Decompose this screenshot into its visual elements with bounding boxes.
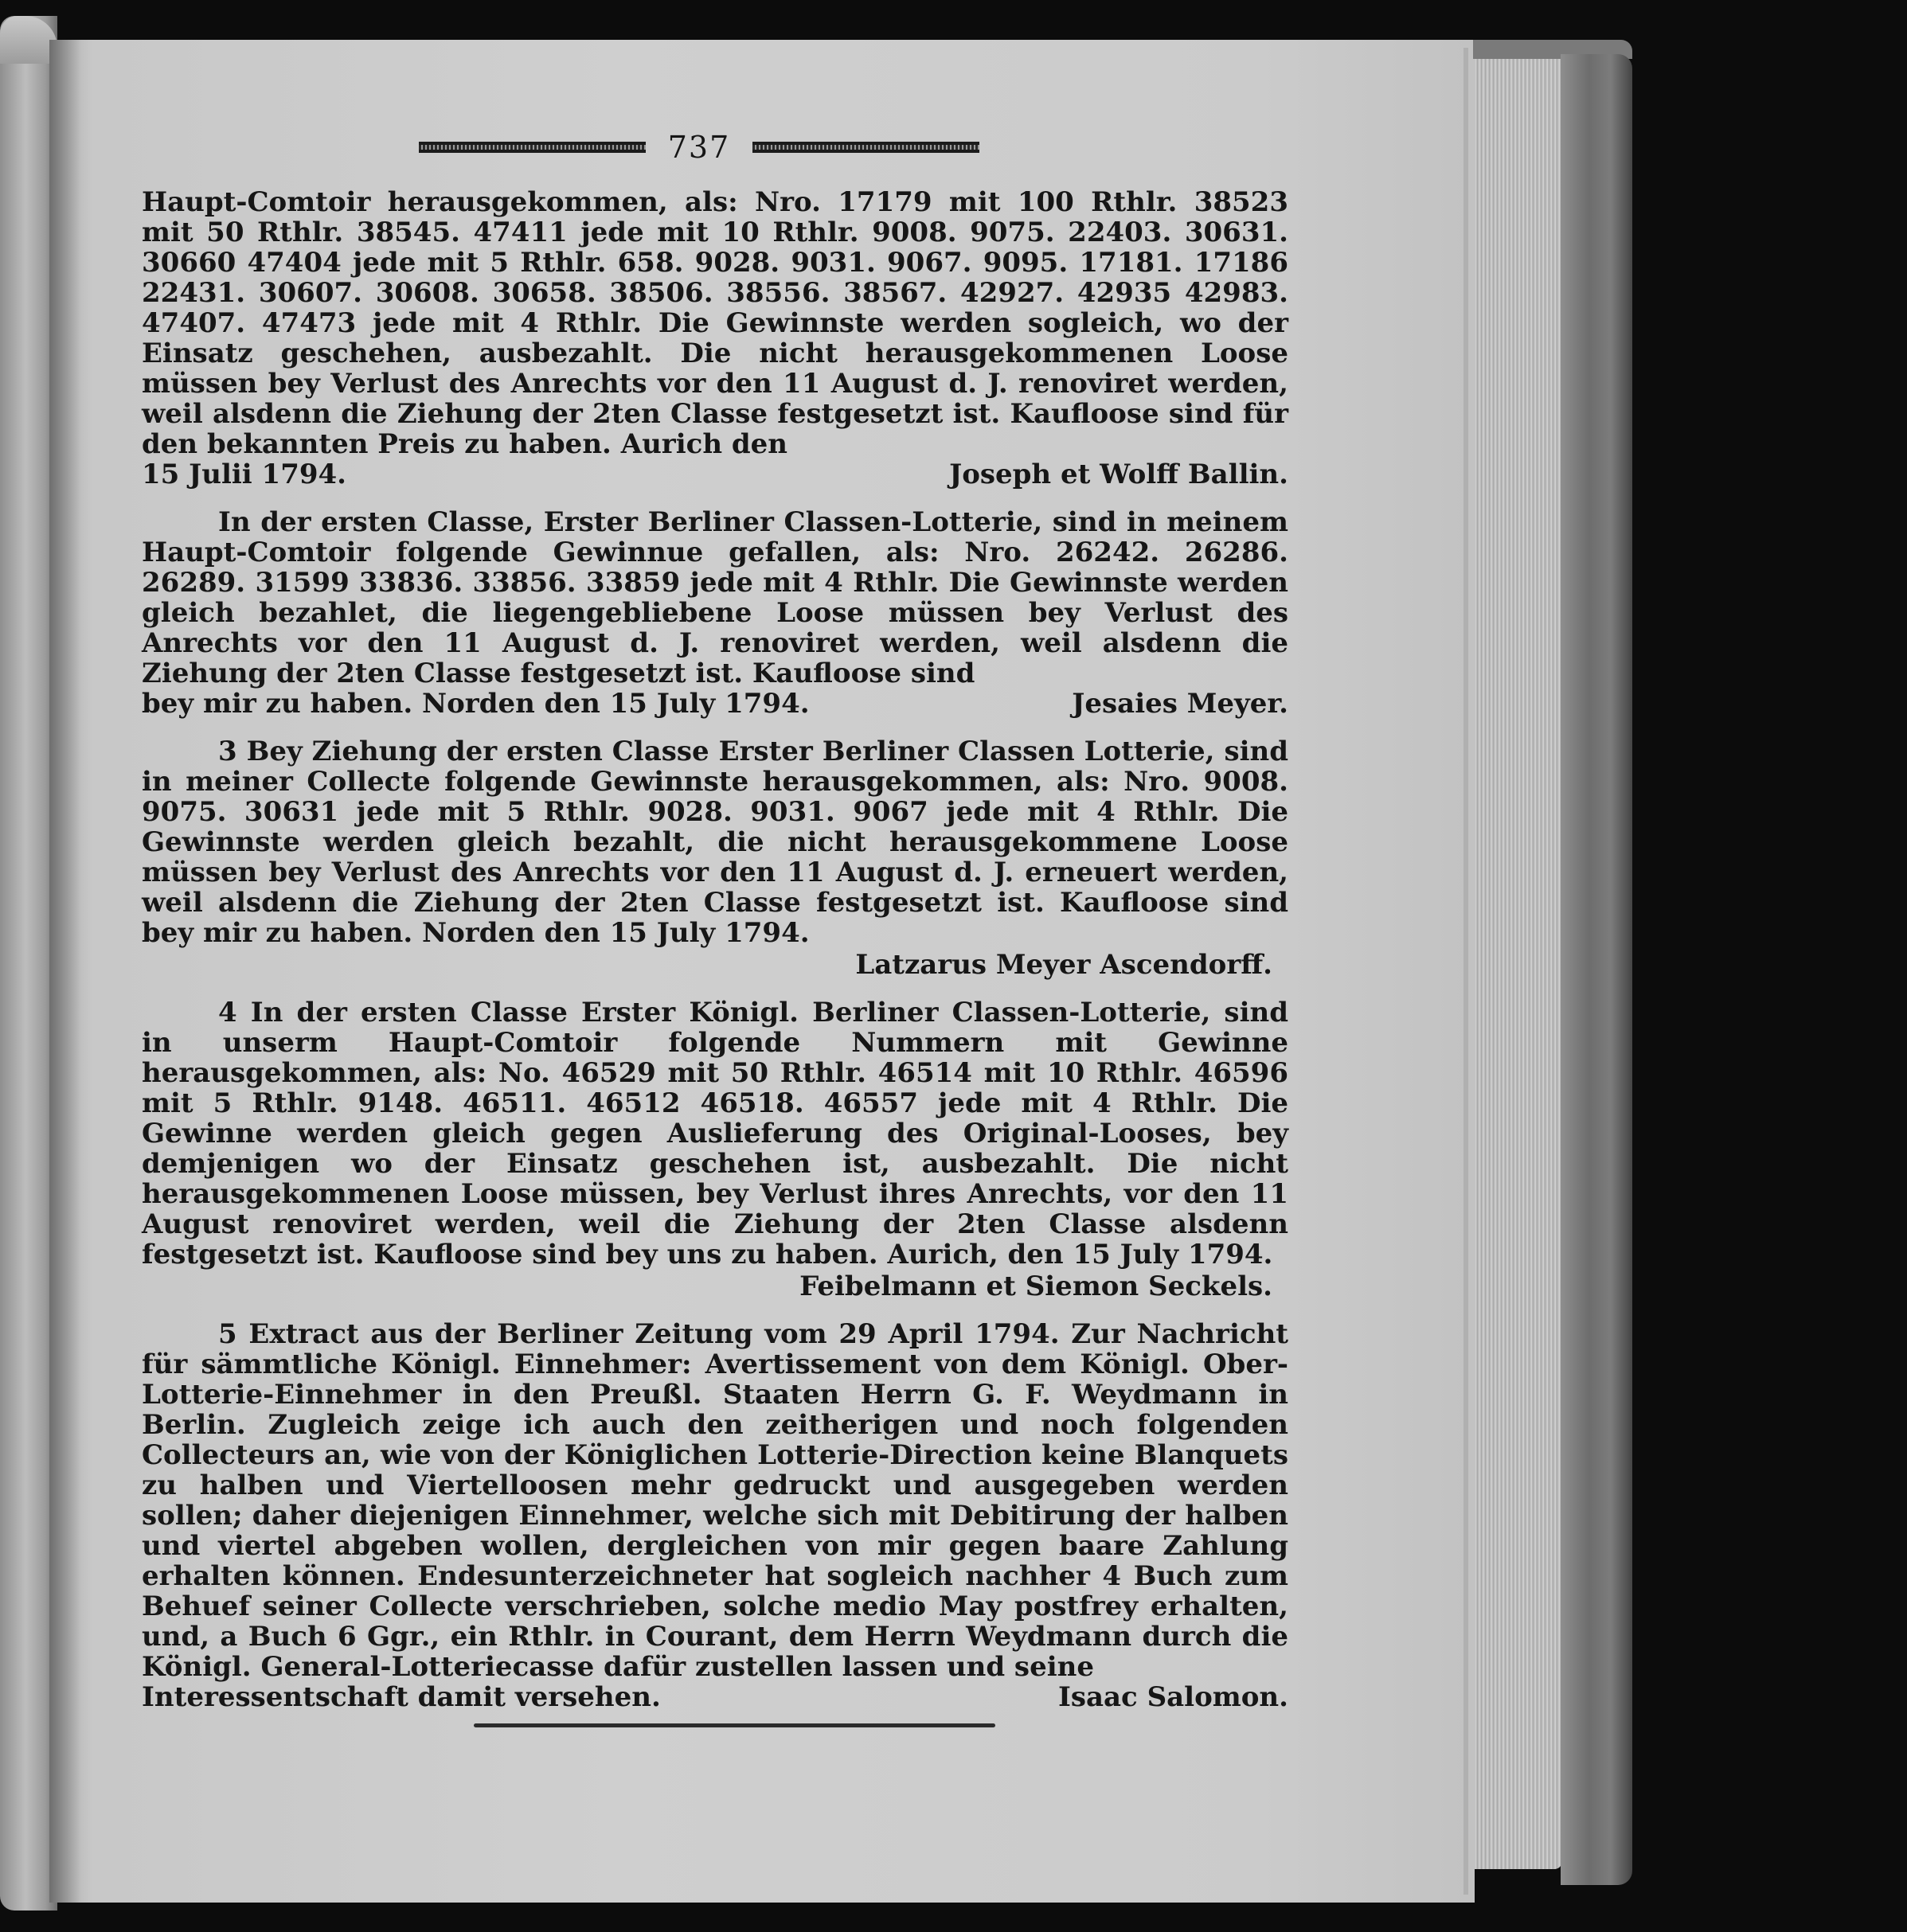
notice-2 [142,507,1288,719]
notice-5 [142,1319,1288,1712]
notice-4 [142,997,1288,1302]
end-rule [474,1723,995,1727]
right-cover [1561,54,1632,1885]
notice-2-signature: Jesaies Meyer. [1072,688,1288,720]
page-fold [1463,48,1468,1895]
notice-1-signature: Joseph et Wolff Ballin. [949,459,1288,490]
notice-1-body: Haupt-Comtoir herausgekommen, als: Nro. 17179 mit 100 Rthlr. 38523 mit 50 Rthlr. 38545. 47411 jede mit 10 Rthlr. 9008. 9075. 22403. 30631. 30660 47404 jede mit 5 Rthlr. 658. 9028. 9031. 9067. 9095. 17181. 17186 22431. 30607. 30608. 30658. 38506. 38556. 38567. 42927. 42935 42983. 47407. 47473 jede mit 4 Rthlr. Die Gewinnste werden sogleich, wo der Einsatz geschehen, ausbezahlt. Die nicht herausgekommenen Loose müssen bey Verlust des Anrechts vor den 11 August d. J. renoviret werden, weil alsdenn die Ziehung der 2ten Classe festgesetzt ist. Kaufloose sind für den bekannten Preis zu haben. Aurich den [142,186,1288,460]
page-block-edges [1475,54,1562,1869]
header-rule-left [419,142,646,153]
notice-3 [142,736,1288,980]
notice-4-signature: Feibelmann et Siemon Seckels. [799,1270,1272,1302]
notice-2-body: In der ersten Classe, Erster Berliner Classen-Lotterie, sind in meinem Haupt-Comtoir folgende Gewinnue gefallen, als: Nro. 26242. 26286. 26289. 31599 33836. 33856. 33859 jede mit 4 Rthlr. Die Gewinnste werden gleich bezahlet, die liegengebliebene Loose müssen bey Verlust des Anrechts vor den 11 August d. J. renoviret werden, weil alsdenn die Ziehung der 2ten Classe festgesetzt ist. Kaufloose sind [142,506,1288,689]
notice-3-signature: Latzarus Meyer Ascendorff. [855,949,1272,981]
page-number: 737 [667,130,731,165]
notice-5-body: 5 Extract aus der Berliner Zeitung vom 29 April 1794. Zur Nachricht für sämmtliche Königl. Einnehmer: Avertissement von dem Königl. Ober-Lotterie-Einnehmer in den Preußl. Staaten Herrn G. F. Weydmann in Berlin. Zugleich zeige ich auch den zeitherigen und noch folgenden Collecteurs an, wie von der Königlichen Lotterie-Direction keine Blanquets zu halben und Viertelloosen mehr gedruckt und ausgegeben werden sollen; daher diejenigen Einnehmer, welche sich mit Debitirung der halben und viertel abgeben wollen, dergleichen von mir gegen baare Zahlung erhalten können. Endesunterzeichneter hat sogleich nachher 4 Buch zum Behuef seiner Collecte verschrieben, solche medio May postfrey erhalten, und, a Buch 6 Ggr., ein Rthlr. in Courant, dem Herrn Weydmann durch die Königl. General-Lotteriecasse dafür zustellen lassen und seine [142,1318,1288,1683]
notice-1-date: 15 Julii 1794. [142,459,347,490]
notice-1-closing [142,459,1288,490]
header-rule-right [752,142,979,153]
notice-2-closing [142,689,1288,719]
notice-4-body: 4 In der ersten Classe Erster Königl. Berliner Classen-Lotterie, sind in unserm Haupt-Comtoir folgende Nummern mit Gewinne herausgekommen, als: No. 46529 mit 50 Rthlr. 46514 mit 10 Rthlr. 46596 mit 5 Rthlr. 9148. 46511. 46512 46518. 46557 jede mit 4 Rthlr. Die Gewinne werden gleich gegen Auslieferung des Original-Looses, bey demjenigen wo der Einsatz geschehen ist, ausbezahlt. Die nicht herausgekommenen Loose müssen, bey Verlust ihres Anrechts, vor den 11 August renoviret werden, weil die Ziehung der 2ten Classe alsdenn festgesetzt ist. Kaufloose sind bey uns zu haben. Aurich, den 15 July 1794. [142,997,1288,1270]
notice-5-last-line: Interessentschaft damit versehen. [142,1681,661,1713]
notice-1 [142,187,1288,490]
notice-5-closing [142,1682,1288,1712]
notice-2-date: bey mir zu haben. Norden den 15 July 1794. [142,688,810,720]
notice-5-signature: Isaac Salomon. [1057,1681,1288,1713]
page-header [404,131,994,163]
page-text [142,131,1288,1727]
notice-3-body: 3 Bey Ziehung der ersten Classe Erster Berliner Classen Lotterie, sind in meiner Collecte folgende Gewinnste herausgekommen, als: Nro. 9008. 9075. 30631 jede mit 5 Rthlr. 9028. 9031. 9067 jede mit 4 Rthlr. Die Gewinnste werden gleich bezahlt, die nicht herausgekommene Loose müssen bey Verlust des Anrechts vor den 11 August d. J. erneuert werden, weil alsdenn die Ziehung der 2ten Classe festgesetzt ist. Kaufloose sind bey mir zu haben. Norden den 15 July 1794. [142,736,1288,949]
gutter-shadow [49,40,81,1903]
